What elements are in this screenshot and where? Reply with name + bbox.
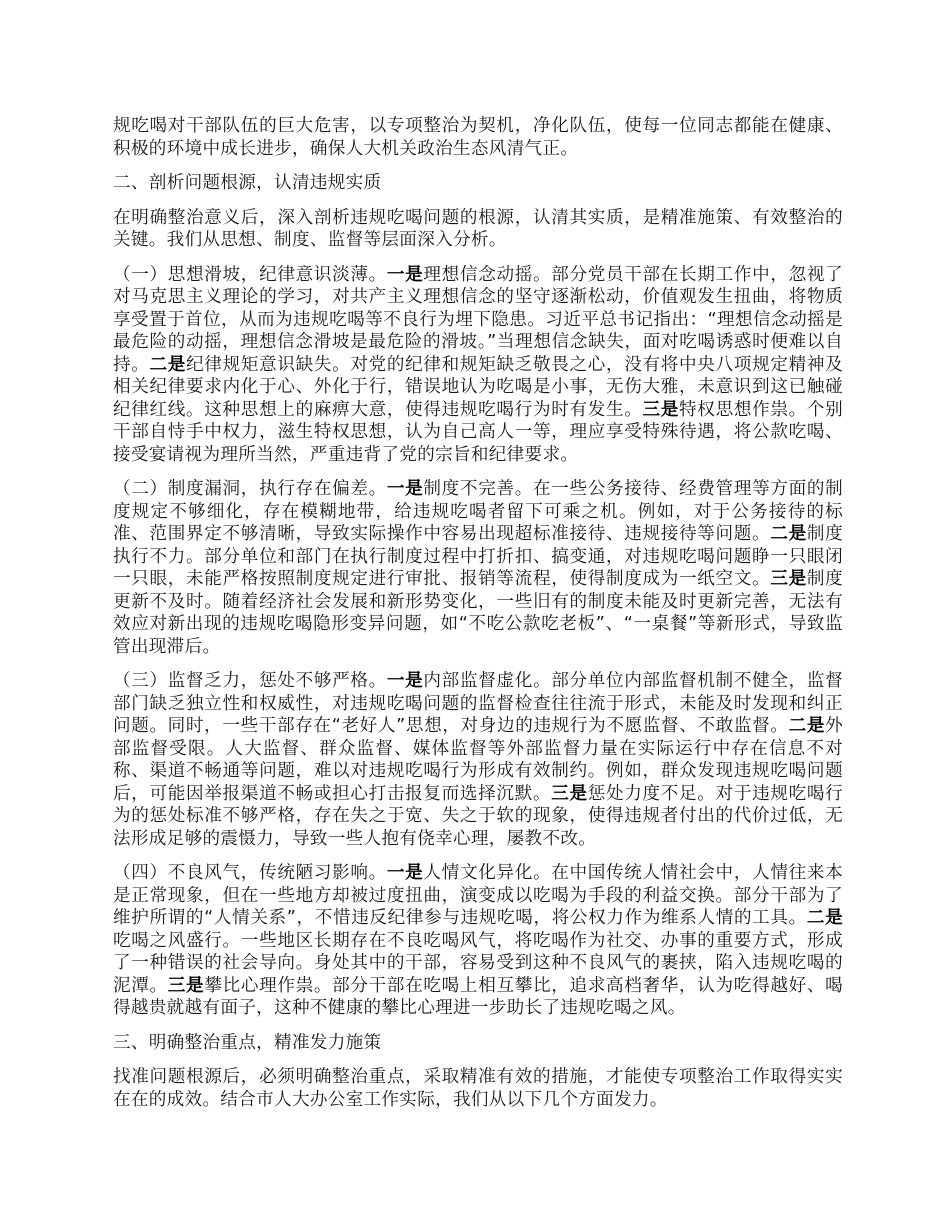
text-segment: 在明确整治意义后，深入剖析违规吃喝问题的根源，认清其实质，是精准施策、有效整治的关键。我们从思想、制度、监督等层面深入分析。 — [113, 207, 843, 250]
bold-label: 三是 — [642, 399, 680, 420]
text-segment: （一）思想滑坡，纪律意识淡薄。 — [113, 264, 387, 285]
section-heading-3 — [113, 1032, 843, 1055]
paragraph-section-2-intro — [113, 207, 843, 252]
paragraph-section-3-intro — [113, 1066, 843, 1111]
text-segment: 制度不完善。在一些公务接待、经费管理等方面的制度规定不够细化，存在模糊地带，给违规吃喝者留下可乘之机。例如，对于公务接待的标准、范围界定不够清晰，导致实际操作中容易出现超标准接待、违规接待等问题。 — [113, 479, 844, 544]
bold-label: 二是 — [149, 354, 187, 375]
text-segment: 找准问题根源后，必须明确整治重点，采取精准有效的措施，才能使专项整治工作取得实实在在的成效。结合市人大办公室工作实际，我们从以下几个方面发力。 — [113, 1067, 843, 1110]
text-segment: 内部监督虚化。部分单位内部监督机制不健全，监督部门缺乏独立性和权威性，对违规吃喝问题的监督检查往往流于形式，未能及时发现和纠正问题。同时，一些干部存在“老好人”思想，对身边的违规行为不愿监督、不敢监督。 — [113, 671, 844, 736]
document-body — [113, 115, 843, 1123]
text-segment: 理想信念动摇。部分党员干部在长期工作中，忽视了对马克思主义理论的学习，对共产主义理想信念的坚守逐渐松动，价值观发生扭曲，将物质享受置于首位，从而为违规吃喝等不良行为埋下隐患。习近平总书记指出：“理想信念动摇是最危险的动摇，理想信念滑坡是最危险的滑坡。”当理想信念缺失，面对吃喝诱惑时便难以自持。 — [113, 264, 844, 375]
text-segment: 人情文化异化。在中国传统人情社会中，人情往来本是正常现象，但在一些地方却被过度扭曲，演变成以吃喝为手段的利益交换。部分干部为了维护所谓的“人情关系”，不惜违反纪律参与违规吃喝，将公权力作为维系人情的工具。 — [113, 863, 844, 928]
text-segment: 二、剖析问题根源，认清违规实质 — [113, 173, 382, 193]
bold-label: 三是 — [770, 569, 807, 589]
paragraph-supervision — [113, 670, 843, 850]
paragraph-customs — [113, 862, 843, 1020]
bold-label: 一是 — [386, 264, 424, 285]
text-segment: 特权思想作祟。个别干部自恃手中权力，滋生特权思想，认为自己高人一等，理应享受特殊待遇，将公款吃喝、接受宴请视为理所当然，严重违背了党的宗旨和纪律要求。 — [113, 399, 844, 465]
text-segment: （四）不良风气，传统陋习影响。 — [113, 863, 387, 883]
text-segment: 规吃喝对干部队伍的巨大危害，以专项整治为契机，净化队伍，使每一位同志都能在健康、积极的环境中成长进步，确保人大机关政治生态风清气正。 — [113, 116, 843, 159]
text-segment: 吃喝之风盛行。一些地区长期存在不良吃喝风气，将吃喝作为社交、办事的重要方式，形成了一种错误的社会导向。身处其中的干部，容易受到这种不良风气的裹挟，陷入违规吃喝的泥潭。 — [113, 930, 843, 996]
bold-label: 一是 — [386, 671, 424, 691]
bold-label: 二是 — [770, 524, 807, 544]
bold-label: 一是 — [386, 479, 424, 499]
text-segment: 纪律规矩意识缺失。对党的纪律和规矩缺乏敬畏之心，没有将中央八项规定精神及相关纪律要求内化于心、外化于行，错误地认为吃喝是小事，无伤大雅，未意识到这已触碰纪律红线。这种思想上的麻痹大意，使得违规吃喝行为时有发生。 — [113, 354, 844, 420]
paragraph-ideology — [113, 264, 843, 467]
text-segment: 制度执行不力。部分单位和部门在执行制度过程中打折扣、搞变通，对违规吃喝问题睁一只眼闭一只眼，未能严格按照制度规定进行审批、报销等流程，使得制度成为一纸空文。 — [113, 524, 843, 589]
bold-label: 二是 — [788, 716, 826, 736]
paragraph-intro-continuation — [113, 115, 843, 160]
text-segment: （二）制度漏洞，执行存在偏差。 — [113, 479, 387, 499]
text-segment: 制度更新不及时。随着经济社会发展和新形势变化，一些旧有的制度未能及时更新完善，无法有效应对新出现的违规吃喝隐形变异问题，如“不吃公款吃老板”、“一桌餐”等新形式，导致监管出现滞后。 — [113, 569, 843, 657]
text-segment: （三）监督乏力，惩处不够严格。 — [113, 671, 387, 691]
section-heading-2 — [113, 172, 843, 195]
paragraph-system — [113, 478, 843, 658]
text-segment: 三、明确整治重点，精准发力施策 — [113, 1032, 382, 1053]
bold-label: 一是 — [386, 863, 424, 883]
text-segment: 惩处力度不足。对于违规吃喝行为的惩处标准不够严格，存在失之于宽、失之于软的现象，使得违规者付出的代价过低，无法形成足够的震慑力，导致一些人抱有侥幸心理，屡教不改。 — [113, 783, 844, 849]
bold-label: 三是 — [167, 975, 205, 996]
bold-label: 三是 — [551, 783, 588, 804]
text-segment: 外部监督受限。人大监督、群众监督、媒体监督等外部监督力量在实际运行中存在信息不对称、渠道不畅通等问题，难以对违规吃喝行为形成有效制约。例如，群众发现违规吃喝问题后，可能因举报渠道不畅或担心打击报复而选择沉默。 — [113, 716, 843, 804]
text-segment: 攀比心理作祟。部分干部在吃喝上相互攀比，追求高档奢华，认为吃得越好、喝得越贵就越有面子，这种不健康的攀比心理进一步助长了违规吃喝之风。 — [113, 975, 843, 1018]
bold-label: 二是 — [806, 908, 843, 928]
